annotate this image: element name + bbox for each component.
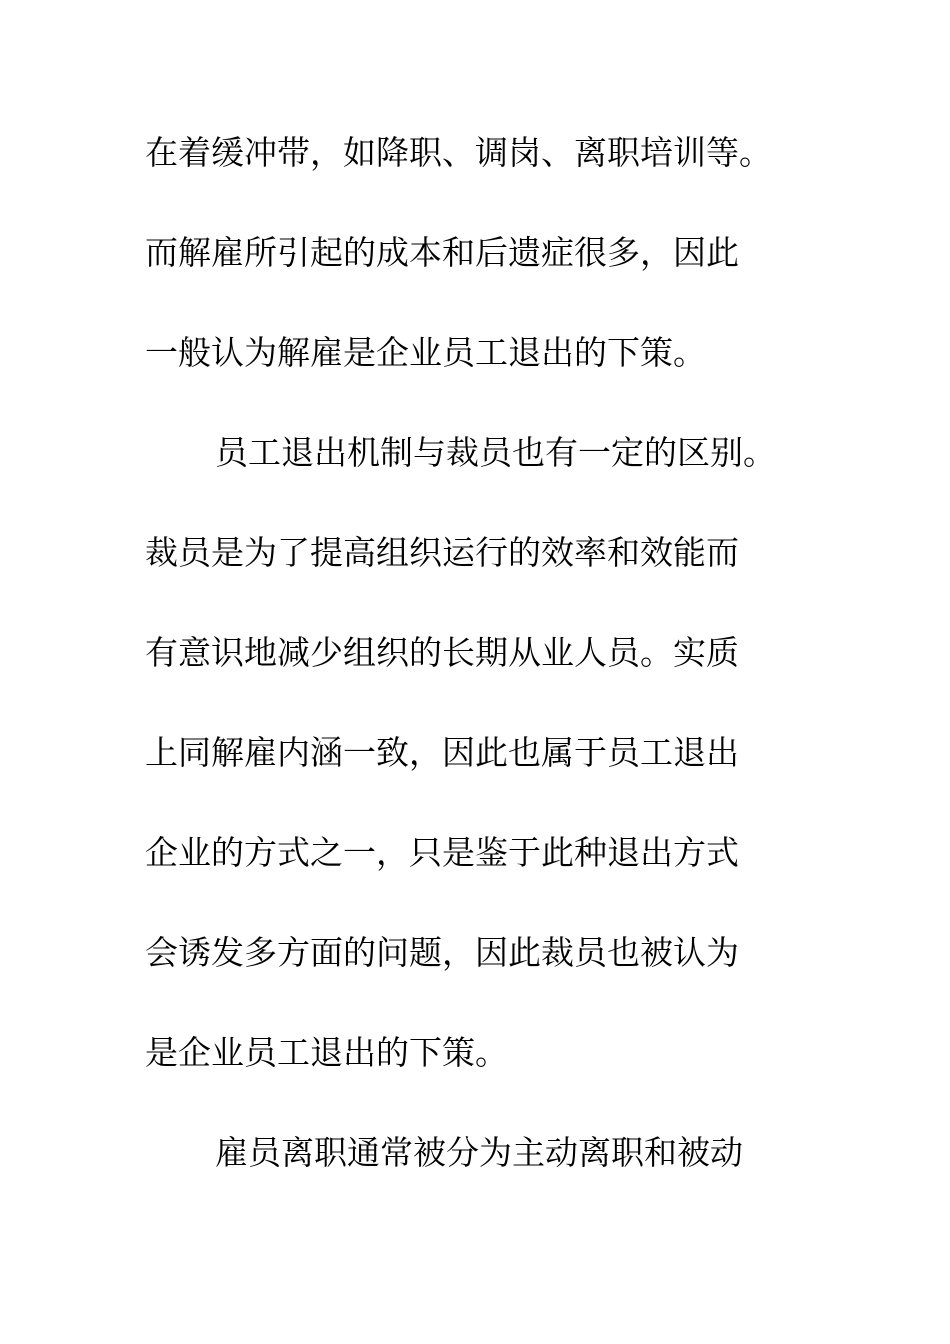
text-line: 上同解雇内涵一致，因此也属于员工退出 [145,733,739,772]
paragraph-start-line: 雇员离职通常被分为主动离职和被动 [215,1133,743,1172]
text-line: 会诱发多方面的问题，因此裁员也被认为 [145,933,739,972]
text-line: 而解雇所引起的成本和后遗症很多，因此 [145,233,739,272]
text-line: 企业的方式之一，只是鉴于此种退出方式 [145,833,739,872]
body-text [145,128,805,1228]
text-line: 在着缓冲带，如降职、调岗、离职培训等。 [145,133,772,172]
paragraph-start-line: 员工退出机制与裁员也有一定的区别。 [215,433,776,472]
text-line: 有意识地减少组织的长期从业人员。实质 [145,633,739,672]
text-line: 一般认为解雇是企业员工退出的下策。 [145,333,706,372]
text-line: 裁员是为了提高组织运行的效率和效能而 [145,533,739,572]
text-line: 是企业员工退出的下策。 [145,1033,508,1072]
